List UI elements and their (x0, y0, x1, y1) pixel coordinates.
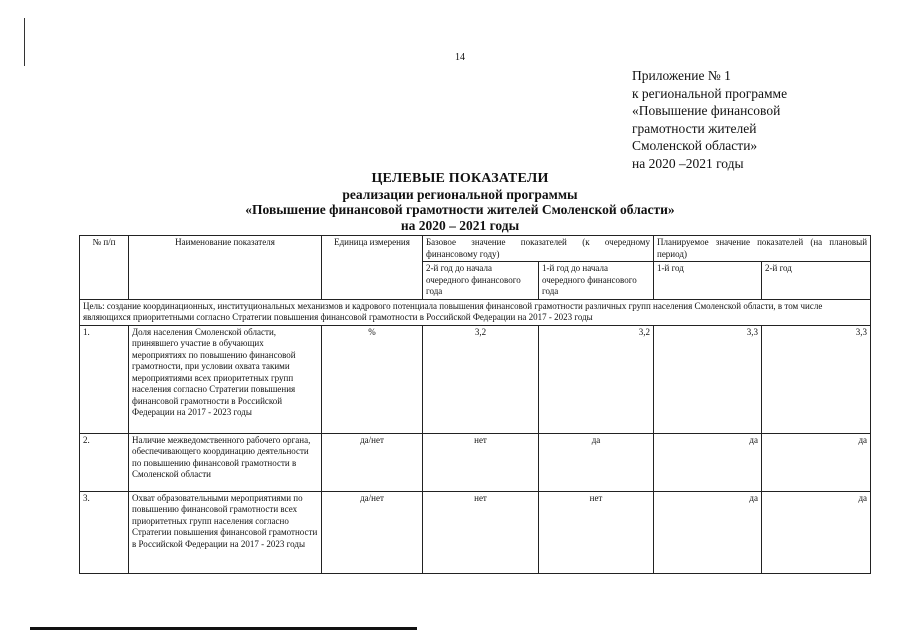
row-name: Наличие межведомственного рабочего органа, обеспечивающего координацию деятельности по повышению финансовой грамотности в Смоленской области (129, 433, 322, 491)
annex-block (632, 67, 787, 172)
table-row (80, 325, 871, 433)
page-number: 14 (455, 52, 465, 63)
title-line-4: на 2020 – 2021 годы (400, 217, 520, 233)
row-plan-2: 3,3 (762, 325, 871, 433)
header-planned: Планируемое значение показателей (на плановый период) (654, 236, 871, 262)
annex-line: Приложение № 1 (632, 68, 731, 83)
document-title (200, 171, 720, 233)
annex-line: к региональной программе (632, 85, 788, 101)
row-plan-1: да (654, 491, 762, 573)
row-base-2: 3,2 (539, 325, 654, 433)
header-row (80, 236, 871, 262)
row-name: Доля населения Смоленской области, принявшего участие в обучающих мероприятиях по повышению финансовой грамотности, при условии охвата такими мероприятиями всех приоритетных групп населения согласно Стратегии повышения финансовой грамотности в Российской Федерации на 2017 - 2023 годы (129, 325, 322, 433)
subheader-plan-1: 1-й год (654, 262, 762, 300)
title-line-3: «Повышение финансовой грамотности жителей Смоленской области» (245, 202, 675, 217)
row-base-2: нет (539, 491, 654, 573)
goal-row (80, 299, 871, 325)
row-plan-2: да (762, 491, 871, 573)
title-line-1: ЦЕЛЕВЫЕ ПОКАЗАТЕЛИ (371, 171, 549, 186)
row-unit: да/нет (322, 491, 423, 573)
row-base-1: нет (423, 433, 539, 491)
row-num: 2. (80, 433, 129, 491)
subheader-plan-2: 2-й год (762, 262, 871, 300)
goal-text: Цель: создание координационных, институциональных механизмов и кадрового потенциала повышения финансовой грамотности различных групп населения Смоленской области, в том числе являющихся приоритетными согласно Стратегии повышения финансовой грамотности в Российской Федерации на 2017 - 2023 годы (80, 299, 871, 325)
table-row (80, 491, 871, 573)
subheader-base-2: 1-й год до начала очередного финансового года (539, 262, 654, 300)
row-base-2: да (539, 433, 654, 491)
header-num: № п/п (80, 236, 129, 300)
row-name: Охват образовательными мероприятиями по повышению финансовой грамотности всех приоритетных групп населения согласно Стратегии повышения финансовой грамотности в Российской Федерации на 2017 - 2023 годы (129, 491, 322, 573)
row-plan-1: да (654, 433, 762, 491)
header-name: Наименование показателя (129, 236, 322, 300)
subheader-base-1: 2-й год до начала очередного финансового года (423, 262, 539, 300)
row-base-1: нет (423, 491, 539, 573)
row-plan-2: да (762, 433, 871, 491)
annex-line: грамотности жителей (632, 120, 757, 136)
row-unit: % (322, 325, 423, 433)
annex-line: «Повышение финансовой (632, 103, 781, 118)
scan-edge-mark (24, 18, 25, 66)
table-row (80, 433, 871, 491)
row-num: 3. (80, 491, 129, 573)
header-base: Базовое значение показателей (к очередному финансовому году) (423, 236, 654, 262)
indicators-table (79, 235, 871, 574)
row-num: 1. (80, 325, 129, 433)
row-base-1: 3,2 (423, 325, 539, 433)
bottom-rule (30, 627, 417, 630)
annex-line: Смоленской области» (632, 138, 758, 153)
title-line-2: реализации региональной программы (342, 186, 578, 202)
annex-line: на 2020 –2021 годы (632, 155, 744, 171)
row-unit: да/нет (322, 433, 423, 491)
row-plan-1: 3,3 (654, 325, 762, 433)
header-unit: Единица измерения (322, 236, 423, 300)
